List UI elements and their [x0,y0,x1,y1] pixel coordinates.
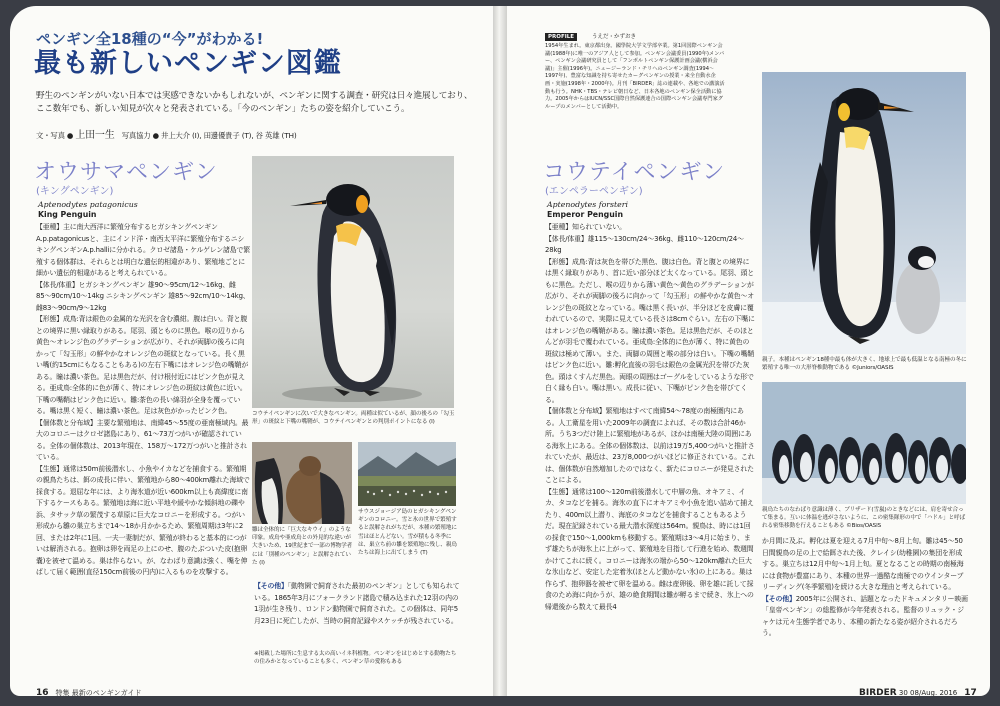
species-body-text [545,222,755,613]
credit-author: 上田一生 [75,130,115,141]
species-body-continued [762,536,968,640]
lead-text: 野生のペンギンがいない日本では実感できないかもしれないが、ペンギンに関する調査・研究は日々進展しており、ここ数年でも、新しい知見が次々と発表されている。「今のペンギン」たちの姿を紹介していこう。 [36,91,473,114]
photo-caption: 親鳥たちのなわばり意識は薄く、ブリザード(雪嵐)のときなどには、肩を寄せ合って集まる。互いに体温を逃がさないように、この密集隊形の中で「ハドル」と呼ばれる密集移動を行えることもある ©Bios/OASIS [762,507,966,530]
emperor-penguin-photo [762,72,966,354]
author-profile: 1954年生まれ。東京都出身。國學院大学文学部卒業。第1回国際ペンギン会議(1988年)に唯一のアジア人として参加。ペンギン会議委員(1990年)メンバー、ペンギン会議研究員として「フンボルトペンギン保護計画会議(横浜会議)」主催(1996年)。ニュージーランド・チリへのペンギン調査(1994〜1997年)、豊富な知識を持ち寄せたカーグペンギンの授業・来全自動水企画・実施(1998年・2000年)。月刊「BIRDER」誌の連載や、各地での講演活動も行う。NHK・TBS・テレビ朝日など、日本各地のペンギン保全活動に協力。2005年からはIUCN/SSC国際自然保護連合の国際ペンギン会議専門家グループのメンバーとして活動中。 [545,43,725,110]
body-paragraph: 【体長/体重】雄115〜130cm/24〜36kg、雌110〜120cm/24〜28kg [545,234,744,254]
page-title: 最も新しいペンギン図鑑 [34,48,342,79]
profile-kana: うえだ・かずおき [592,34,637,40]
photo-caption: サウスジョージア島のヒガシキングペンギンのコロニー。雪と氷の世界で繁殖すると誤解されがちだが、本種の繁殖地に雪はほとんどない。雪が積もる冬季には、巣立ち前の雛を繁殖地に残し、親鳥たちは海上に出てしまう (T) [358,509,457,557]
species-body-text [36,222,250,579]
colony-photo [358,442,456,506]
body-paragraph: 【亜種】知られていない。 [545,223,626,231]
species-english: King Penguin [38,210,97,219]
body-paragraph: か月間に及ぶ。孵化は夏を迎える7月中旬〜8月上旬。雛は45〜50日間親鳥の足の上で給餌された後、クレイシ(幼稚園)の集団を形成する。巣立ちは12月中旬〜1月上旬。夏となることの時期の南極海には食物が豊富にあり、本種の世界一過酷な南極でのウインターブリーディング(冬季繁殖)を続ける大きな理由と考えられている。 [762,537,964,591]
other-section [762,594,968,640]
page-number: 17 [964,688,977,696]
profile-label: PROFILE [545,33,577,41]
section-text: 「動物園で飼育された最初のペンギン」としても知られている。1865年3月にフォークランド諸島で積み込まれた12羽の内の1羽が生き残り、ロンドン動物園で飼育された。この個体は、同年5月23日に死亡したが、当時の飼育記録やスケッチが残されている。 [254,582,460,625]
species-english: Emperor Penguin [547,210,623,219]
footnote: ※掲載した場所に生息する太の高いイネ科植物。ペンギンをはじめとする動物たちの住みかとなっていることも多く、ペンギン草の愛称もある [254,651,457,666]
credit-photo: 写真協力 ● 井上大介 (I), 田邊優貴子 (T), 谷 英雄 (TH) [121,131,297,140]
page-number: 16 [36,688,49,696]
body-paragraph: 【個体数と分布域】繁殖地はすべて南緯54〜78度の南極圏内にある。人工衛星を用いた2009年の調査によれば、その数は合計46か所。うち3つだけ陸上に繁殖地があるが、ほかは南極大陸の周囲にある海氷上にある。全体の個体数は、以前は19万5,400つがいと推計されていたが、最近は、23万8,000つがいほどに修正されている。これは、個体数が自然増加したのではなく、新たにコロニーが発見されたことによる。 [545,407,755,484]
issue-info: 30 08/Aug. 2016 [898,689,958,696]
species-alt-name: (キングペンギン) [36,186,114,197]
huddle-photo [762,382,966,504]
section-label: 【その他】 [254,582,288,590]
section-label: 【その他】 [762,594,796,603]
species-latin: Aptenodytes patagonicus [38,200,138,209]
body-paragraph: 【生態】通常は50m前後潜水し、小魚やイカなどを捕食する。繁殖期の親鳥たちは、餌の成長に伴い、繁殖地から80〜400km離れた海域で採食する。退屈な年には、より海氷道が近い600km以上も高緯度に南下するケースもある。繁殖地は海に近い平地や緩やかな傾斜地の礫や浜、タサック草の繁茂する草原に巨大なコロニーを形成する。つがい形成から雛の巣立ちまで14〜18か月かかるため、繁殖周期は3年に2回、または2年に1回。一夫一妻制だが、繁殖が終わると基本的につがいは解消される。抱卵は卵を両足の上にのせ、腹のたぶついた皮(抱卵嚢)を被せて温める。巣は作らない。が、なわばり意識は強く、嘴を伸ばして届く範囲(直径150cm前後の円内)に入るものを攻撃する。 [36,464,250,576]
body-paragraph: 【形態】成鳥:背は灰色を帯びた黒色、腹は白色。背と腹との境界には黒く縁取りがあり、首に近い部分ほど太くなっている。尾羽、頭ともに黒色。ただし、喉の辺りから薄い黄色〜黄色のグラデーションが広がり、それが両脚の後ろに向かって「勾玉形」の鮮やかな黄色〜オレンジ色の斑紋となっている。嘴は黒く長いが、半分ほどを皮膚に覆われているので、実際に見えている長さは8cmぐらい。左右の下嘴にはオレンジ色の嘴鞘がある。瞳は濃い茶色。足は黒色だが、そのほとんどが羽毛で覆われている。亜成鳥:全体的に色が薄く、特に黄色の斑紋は極めて薄い。また、両脚の周囲と喉の部分は白い。下嘴の嘴鞘はピンク色に近い。雛:孵化直後の羽毛は銀色の金属光沢を帯びた灰色。頭はくすんだ黒色。両眼の周囲はゴーグルをしているような形で白く縁も白い。嘴は黒い。成長に従い、下嘴がピンク色を帯びてくる。 [545,257,755,404]
section-name: 特集 最新のペンギンガイド [55,689,142,696]
species-alt-name: (エンペラーペンギン) [545,186,643,197]
photo-caption: 親子。本種はペンギン18種中最も体が大きく、地球上で最も低温となる南極の冬に繁殖する唯一の大形脊椎動物である ©Juniors/OASIS [762,357,967,372]
gutter [493,6,507,696]
king-penguin-chick-photo [252,442,352,524]
king-penguin-illustration [252,156,454,408]
credit-prefix: 文・写真 ● [36,131,76,140]
magazine-name: BIRDER [859,688,897,696]
body-paragraph: 【体長/体重】ヒガシキングペンギン 雄90〜95cm/12〜16kg、雌85〜90cm/10〜14kg ニシキングペンギン 雄85〜92cm/10〜14kg、雌83〜90cm/9〜12kg [36,280,250,312]
photo-caption: 雛は全体的に「巨大なキウイ」のような印象。成鳥や亜成鳥との外見的な違いが大きいため、19世紀まで一部の博物学者には「別種のペンギン」と誤解されていた (I) [252,527,353,566]
credit-line [36,130,297,141]
king-penguin-photo [252,156,454,408]
species-name: コウテイペンギン [543,160,726,185]
photo-caption: コウテイペンギンに次いで大きなペンギン。両種は似ているが、顔の後ろの「勾玉形」の斑紋と下嘴の嘴鞘が、コウテイペンギンとの判別ポイントになる (I) [252,411,455,426]
species-latin: Aptenodytes forsteri [547,200,628,209]
page-footer [859,688,977,696]
body-paragraph: 【亜種】主に南大西洋に繁殖分布するヒガシキングペンギンA.p.patagonicusと、主にインド洋・南西太平洋に繁殖分布するニシキングペンギンA.p.halliに分かれる。クロゼ諸島・ケルゲレン諸島で繁殖する個体群は、それらとは明白な遺伝的相違があり、繁殖地ごとに細かい遺伝的相違があると考えられている。 [36,223,250,277]
right-page [507,6,990,696]
body-paragraph: 【個体数と分布域】主要な繁殖地は、南緯45〜55度の亜南極域内。最大のコロニーはクロゼ諸島にあり、61〜73万つがいが確認されている。全体の個体数は、2013年現在、158万〜172万つがいと推計されている。 [36,418,249,461]
kicker: ペンギン全18種の“今”がわかる! [36,30,264,48]
species-name: オウサマペンギン [34,160,218,185]
page-footer [36,688,141,696]
section-text: 2005年に公開され、話題となったドキュメンタリー映画「皇帝ペンギン」の総監修が今年発表される。監督のリュック・ジャケは元々生態学者であり、本種の新たなる姿が紹介されるだろう。 [762,594,968,637]
body-paragraph: 【形態】成鳥:背は銀色の金属的な光沢を含む濃紺。腹は白い。背と腹との境界に黒い縁取りがある。尾羽、頭とものに黒色。喉の辺りから黄色〜オレンジ色のグラデーションが広がり、それが両脚の後ろに向かって「勾玉形」の鮮やかなオレンジ色の斑紋となっている。長く黒い嘴(約15cmにもなることもある)の左右下嘴にはオレンジ色の嘴鞘がある。瞳は濃い茶色。足は黒色だが、付け根付近にはピンク色が見える。亜成鳥:全体的に色が薄く、特にオレンジ色の斑紋は黄色に近い。下嘴の嘴鞘はピンク色に近い。雛:茶色の長い綿羽が全身を覆っている。嘴は黒く短く、瞳は濃い茶色。足は灰色がかったピンク色。 [36,315,249,415]
body-paragraph: 【生態】通常は100〜120m前後潜水して中層の魚、オキアミ、イカ、タコなどを捕る。海氷の直下にオキアミや小魚を追い詰めて捕えたり、400m以上潜り、海底のタコなどを捕食することもあるようだ。現在記録されている最大潜水深度は564m。親鳥は、時には1回の採食で150〜1,000kmも移動する。繁殖期は3〜4月に始まり、まず雄たちが海氷上に上がって、繁殖地を目指して行進を始め、数週間かけてこれに続く。コロニーは海氷の端から50〜120km離れた巨大な氷山など、安定した定着氷(ほとんど動かない氷)の上にある。巣は作らず、抱卵器を被せて卵を温める。雌は産卵後、卵を雄に託して採食のため海に向かうが、雄の絶食期間は雛が孵るまで続き、氷上への帰還後から数えて最長4 [545,487,754,611]
left-page [10,6,493,696]
other-section [254,581,460,627]
